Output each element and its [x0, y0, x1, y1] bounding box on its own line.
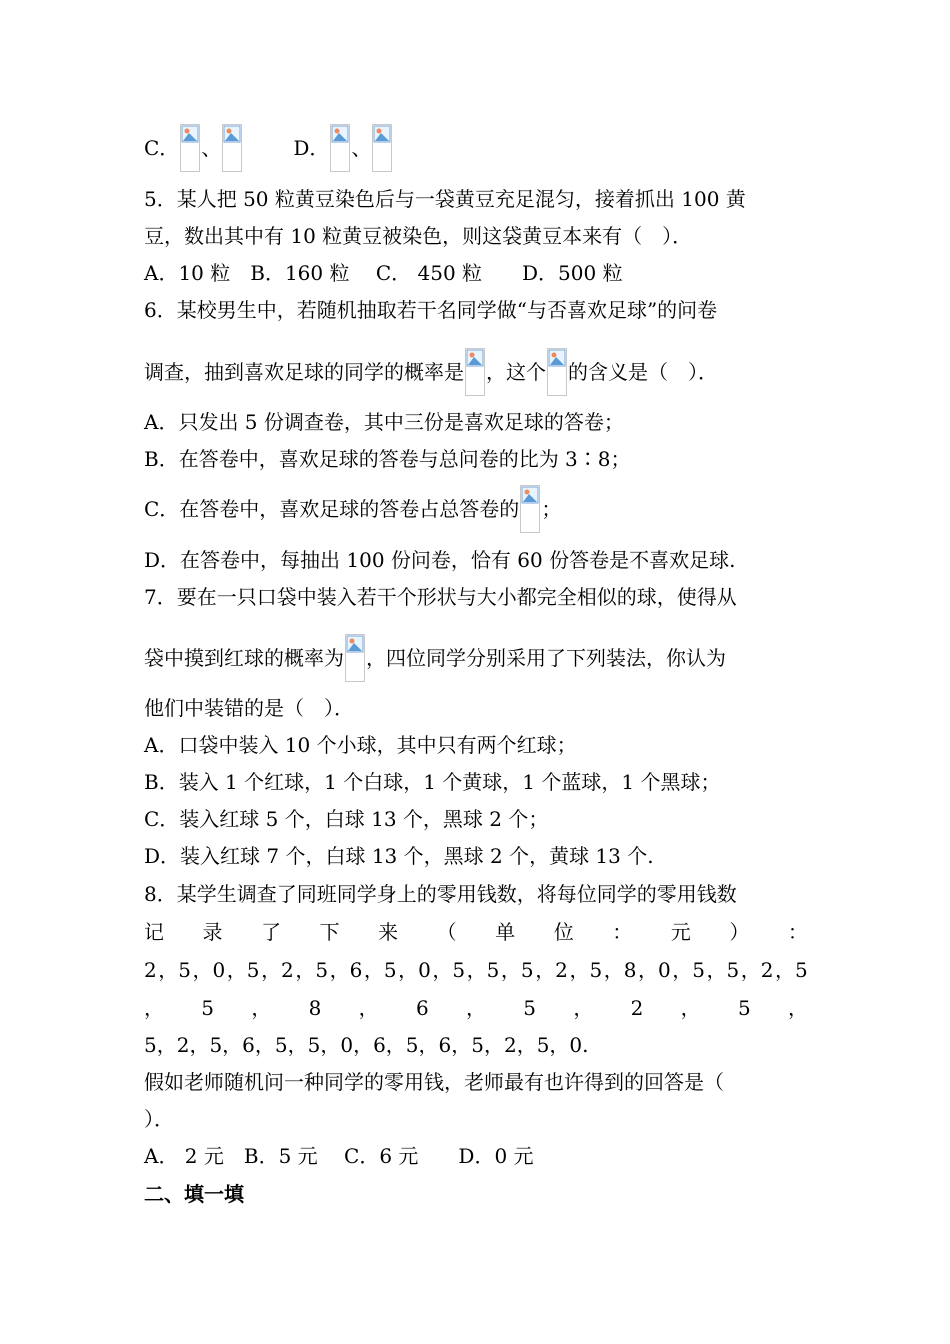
q6-option-c: C．在答卷中，喜欢足球的答卷占总答卷的 ； — [144, 485, 808, 533]
text-token: 记 — [144, 920, 164, 944]
q7-option-b: B．装入 1 个红球，1 个白球，1 个黄球，1 个蓝球，1 个黑球； — [144, 770, 721, 794]
formula-image-icon — [330, 124, 350, 172]
q7-option-c: C．装入红球 5 个，白球 13 个，黑球 2 个； — [144, 807, 549, 831]
text-token: ，6 — [329, 958, 363, 982]
q8-stem-line2 — [144, 918, 808, 946]
text-token: ， — [680, 996, 701, 1020]
text-token: 6 — [415, 996, 429, 1020]
text-token: ，5 — [706, 958, 740, 982]
formula-image-icon — [520, 485, 540, 533]
q4-separator: 、 — [351, 136, 372, 160]
formula-image-icon — [465, 348, 485, 396]
q5-options: A．10 粒 B．160 粒 C． 450 粒 D．500 粒 — [144, 261, 623, 285]
q8-stem-line6: 假如老师随机问一种同学的零用钱，老师最有也许得到的回答是（ — [144, 1070, 724, 1094]
text-token: ，2 — [261, 958, 294, 982]
q6-option-a: A．只发出 5 份调查卷，其中三份是喜欢足球的答卷； — [144, 410, 624, 434]
text-token: ，2 — [740, 958, 774, 982]
q6-option-d: D．在答卷中，每抽出 100 份问卷，恰有 60 份答卷是不喜欢足球. — [144, 548, 736, 572]
q7-stem-line2: 袋中摸到红球的概率为 ，四位同学分别采用了下列装法，你认为 — [144, 634, 808, 682]
text-token: ， — [358, 996, 379, 1020]
section-2-heading: 二、填一填 — [144, 1182, 244, 1206]
formula-image-icon — [222, 124, 242, 172]
text-token: ， — [251, 996, 272, 1020]
q4-options-cd — [144, 124, 808, 172]
text-token: ， — [465, 996, 486, 1020]
text-token: 2 — [630, 996, 644, 1020]
text-token: 8 — [308, 996, 322, 1020]
q8-stem-line4 — [144, 994, 808, 1022]
text-token: ，8 — [603, 958, 637, 982]
q7-option-d: D．装入红球 7 个，白球 13 个，黑球 2 个，黄球 13 个. — [144, 844, 654, 868]
q5-stem-line2: 豆，数出其中有 10 粒黄豆被染色，则这袋黄豆本来有（ ）． — [144, 224, 693, 248]
q8-stem-line5: 5，2，5，6，5，5，0，6，5，6，5，2，5，0. — [144, 1033, 589, 1057]
q6-option-b: B．在答卷中，喜欢足球的答卷与总问卷的比为 3∶8； — [144, 447, 631, 471]
q8-stem-line1: 8．某学生调查了同班同学身上的零用钱数，将每位同学的零用钱数 — [144, 882, 737, 906]
text-token: ，5 — [500, 958, 534, 982]
q8-options: A． 2 元 B．5 元 C．6 元 D．0 元 — [144, 1144, 534, 1168]
text-token: ，5 — [295, 958, 329, 982]
q6-stem-line2: 调查，抽到喜欢足球的同学的概率是 ，这个 的含义是（ ）． — [144, 348, 808, 396]
q7-stem-line1: 7．要在一只口袋中装入若干个形状与大小都完全相似的球，使得从 — [144, 585, 737, 609]
q4-separator: 、 — [201, 136, 222, 160]
q7-option-a: A．口袋中装入 10 个小球，其中只有两个红球； — [144, 733, 577, 757]
text-token: 下 — [319, 920, 340, 944]
q7-stem-line3: 他们中装错的是（ ）． — [144, 696, 354, 720]
text-token: 位 — [553, 920, 574, 944]
q8-stem-line7: ）． — [144, 1107, 174, 1131]
q6-stem-line1: 6．某校男生中，若随机抽取若干名同学做“与否喜欢足球”的问卷 — [144, 298, 718, 322]
text-token: 元 — [670, 920, 691, 944]
text-token: ，2 — [535, 958, 568, 982]
text-token: ，5 — [363, 958, 397, 982]
text-token: ，0 — [192, 958, 226, 982]
text-token: ，0 — [637, 958, 671, 982]
text-token: 来 — [378, 920, 399, 944]
text-token: 录 — [202, 920, 223, 944]
text-token: ， — [787, 996, 808, 1020]
text-token: ，5 — [158, 958, 191, 982]
text-token: ，0 — [398, 958, 431, 982]
text-token: ，5 — [432, 958, 466, 982]
formula-image-icon — [547, 348, 567, 396]
q4-option-c-label: C． — [144, 136, 180, 160]
text-token: ） — [729, 920, 750, 944]
text-token: ，5 — [775, 958, 808, 982]
formula-image-icon — [180, 124, 200, 172]
text-token: 了 — [261, 920, 282, 944]
text-token: ，5 — [466, 958, 500, 982]
text-token: 5 — [523, 996, 537, 1020]
q4-option-d-label: D． — [293, 136, 330, 160]
q8-stem-line3 — [144, 956, 808, 984]
text-token: 5 — [201, 996, 215, 1020]
text-token: 单 — [495, 920, 516, 944]
text-token: ，5 — [569, 958, 603, 982]
text-token: ，5 — [672, 958, 705, 982]
text-token: 5 — [737, 996, 751, 1020]
text-token: （ — [436, 920, 457, 944]
text-token: 2 — [144, 958, 157, 982]
q5-stem-line1: 5．某人把 50 粒黄豆染色后与一袋黄豆充足混匀，接着抓出 100 黄 — [144, 187, 746, 211]
text-token: ： — [787, 920, 808, 944]
text-token: ，5 — [226, 958, 260, 982]
text-token: ： — [612, 920, 633, 944]
formula-image-icon — [345, 634, 365, 682]
text-token: ， — [573, 996, 594, 1020]
text-token: ， — [144, 996, 164, 1020]
formula-image-icon — [372, 124, 392, 172]
